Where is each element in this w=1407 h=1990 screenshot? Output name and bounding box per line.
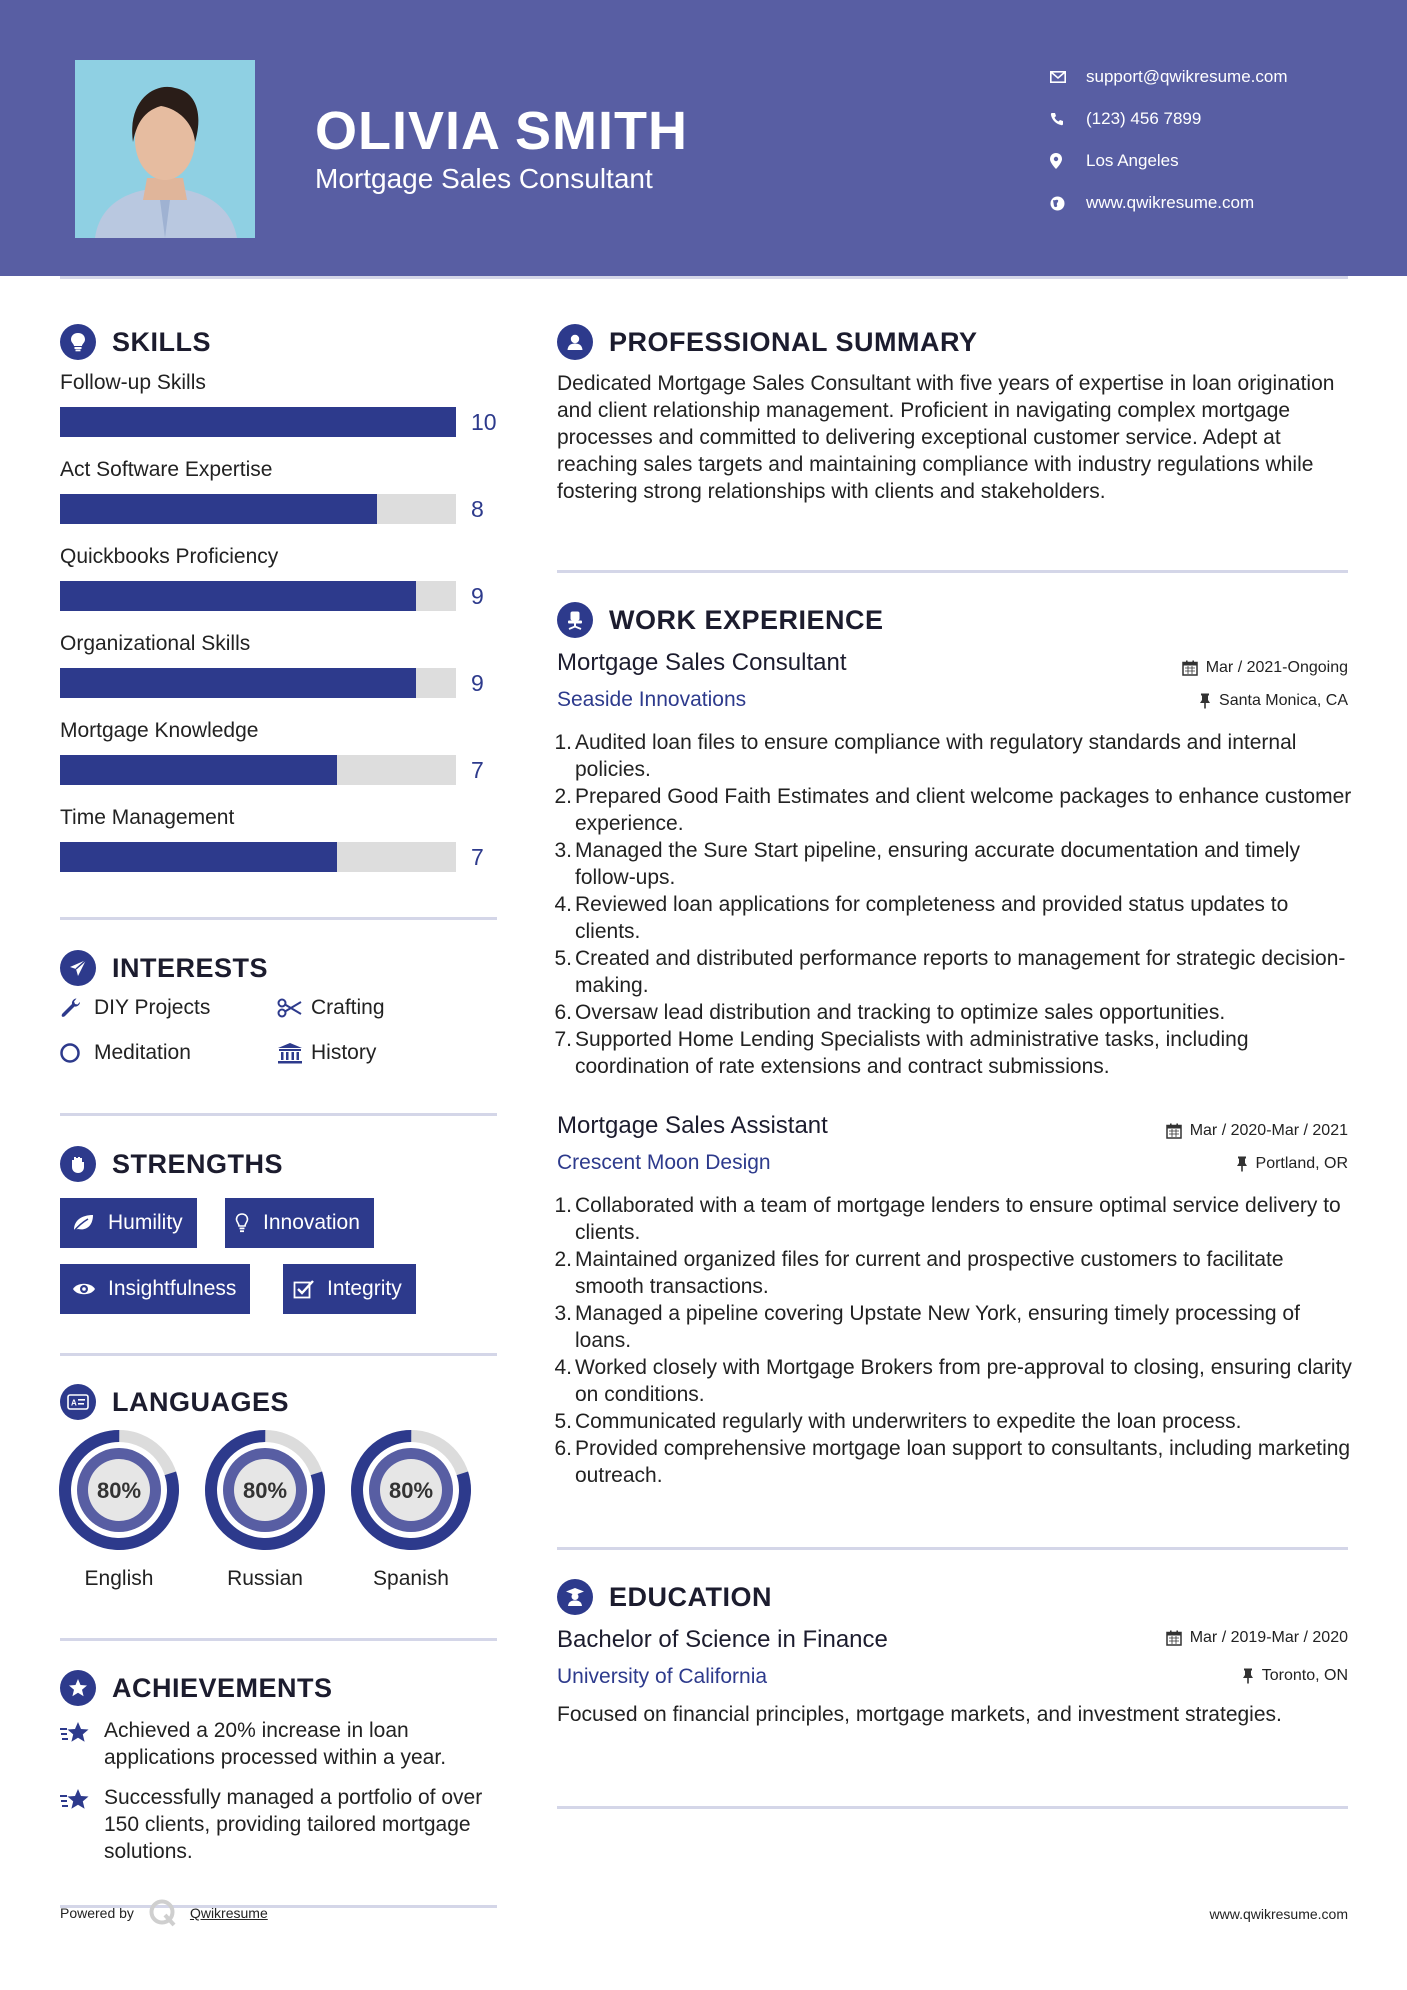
bullet-item: 4. Worked closely with Mortgage Brokers from pre-approval to closing, ensuring clarity on conditions. xyxy=(554,1356,1352,1406)
languages-title: LANGUAGES xyxy=(112,1386,290,1417)
bullet-text: Provided comprehensive mortgage loan support to consultants, including marketing outreach. xyxy=(575,1437,1351,1487)
skill-bar-fill xyxy=(60,581,416,611)
skill-bar-track xyxy=(60,407,456,437)
interests-title: INTERESTS xyxy=(112,952,269,983)
calendar-icon xyxy=(1166,1123,1182,1139)
achievement-item xyxy=(60,1784,500,1865)
strength-label: Insightfulness xyxy=(108,1277,237,1300)
achievements-title: ACHIEVEMENTS xyxy=(112,1672,333,1703)
skill-name: Time Management xyxy=(60,806,235,829)
education-title: EDUCATION xyxy=(609,1581,772,1612)
education-dates xyxy=(1166,1629,1348,1647)
bullet-text: Supported Home Lending Specialists with administrative tasks, including coordination of rate extensions and contract submissions. xyxy=(575,1028,1249,1078)
interest-item xyxy=(277,1041,376,1065)
qwikresume-link[interactable]: Qwikresume xyxy=(189,1905,268,1921)
section-divider xyxy=(60,1113,497,1116)
achievement-text: Achieved a 20% increase in loan applications processed within a year. xyxy=(104,1719,447,1769)
job-location xyxy=(1199,692,1348,710)
achievement-text: Successfully managed a portfolio of over 150 clients, providing tailored mortgage solutions. xyxy=(104,1786,483,1863)
achievements-heading xyxy=(60,1670,333,1706)
skills-title: SKILLS xyxy=(112,326,212,357)
summary-title: PROFESSIONAL SUMMARY xyxy=(609,326,978,357)
star-icon xyxy=(60,1784,104,1865)
skill-value: 9 xyxy=(471,670,484,696)
user-icon xyxy=(557,324,593,360)
language-name: Russian xyxy=(227,1567,303,1590)
skill-bar-track xyxy=(60,494,456,524)
bullet-text: Communicated regularly with underwriters to expedite the loan process. xyxy=(575,1410,1242,1433)
job-company: Seaside Innovations xyxy=(557,688,747,711)
header-banner xyxy=(0,0,1407,276)
bullet-text: Created and distributed performance reports to management for strategic decision-making. xyxy=(575,947,1346,997)
candidate-title: Mortgage Sales Consultant xyxy=(315,163,653,194)
bullet-item: 1. Audited loan files to ensure compliance with regulatory standards and internal policies. xyxy=(552,729,1352,783)
section-divider xyxy=(60,1638,497,1641)
skill-name: Mortgage Knowledge xyxy=(60,719,259,742)
skill-value: 7 xyxy=(471,757,484,783)
skill-name: Quickbooks Proficiency xyxy=(60,545,279,568)
language-item xyxy=(203,1428,327,1591)
skill-bar-track xyxy=(60,581,456,611)
bullet-text: Audited loan files to ensure compliance with regulatory standards and internal policies. xyxy=(575,731,1297,781)
header-divider xyxy=(60,276,1348,279)
language-name: Spanish xyxy=(373,1567,449,1590)
experience-title: WORK EXPERIENCE xyxy=(609,604,884,635)
job-location-text: Santa Monica, CA xyxy=(1219,692,1348,709)
section-divider xyxy=(60,1353,497,1356)
contact-location-text: Los Angeles xyxy=(1086,151,1179,170)
powered-by-text: Powered by xyxy=(60,1905,134,1921)
language-ring xyxy=(349,1428,473,1552)
bullet-item: 2. Prepared Good Faith Estimates and client welcome packages to enhance customer experience. xyxy=(554,785,1352,835)
bullet-item: 7. Supported Home Lending Specialists with administrative tasks, including coordination of rate extensions and contract submissions. xyxy=(552,1026,1352,1080)
strength-label: Integrity xyxy=(327,1277,402,1300)
skill-bar-fill xyxy=(60,407,456,437)
skill-name: Organizational Skills xyxy=(60,632,251,655)
education-location-text: Toronto, ON xyxy=(1261,1667,1348,1684)
bullet-item: 6. Provided comprehensive mortgage loan support to consultants, including marketing outreach. xyxy=(554,1437,1351,1487)
language-name: English xyxy=(84,1567,154,1590)
job-location-text: Portland, OR xyxy=(1255,1155,1348,1172)
skill-bar-fill xyxy=(60,494,377,524)
bullet-item: 1. Collaborated with a team of mortgage lenders to ensure optimal service delivery to clients. xyxy=(552,1192,1352,1246)
bullet-text: Worked closely with Mortgage Brokers from pre-approval to closing, ensuring clarity on conditions. xyxy=(575,1356,1352,1406)
interest-label: DIY Projects xyxy=(94,996,211,1019)
bullet-item: 5. Communicated regularly with underwriters to expedite the loan process. xyxy=(554,1410,1242,1433)
strength-label: Innovation xyxy=(263,1211,360,1234)
bullet-text: Collaborated with a team of mortgage lenders to ensure optimal service delivery to clients. xyxy=(575,1194,1341,1244)
lightbulb-icon xyxy=(60,324,96,360)
pushpin-icon xyxy=(1199,693,1211,709)
footer-powered-by xyxy=(60,1898,268,1928)
skill-bar-track xyxy=(60,668,456,698)
strength-badge xyxy=(283,1264,416,1314)
map-pin-icon xyxy=(1050,153,1086,169)
calendar-icon xyxy=(1182,660,1198,676)
eye-icon xyxy=(72,1281,108,1297)
bullet-text: Maintained organized files for current and prospective customers to facilitate smooth transactions. xyxy=(575,1248,1284,1298)
contact-email-text: support@qwikresume.com xyxy=(1086,67,1288,86)
skill-bar-fill xyxy=(60,842,337,872)
school-name: University of California xyxy=(557,1665,768,1688)
bullet-text: Reviewed loan applications for completeness and provided status updates to clients. xyxy=(575,893,1289,943)
skill-name: Act Software Expertise xyxy=(60,458,273,481)
job-bullets xyxy=(552,1192,1352,1489)
section-divider xyxy=(557,570,1348,573)
bullet-item: 3. Managed a pipeline covering Upstate New York, ensuring timely processing of loans. xyxy=(552,1300,1352,1354)
footer-website[interactable]: www.qwikresume.com xyxy=(1209,1906,1348,1922)
skill-value: 9 xyxy=(471,583,484,609)
bullet-text: Oversaw lead distribution and tracking to optimize sales opportunities. xyxy=(575,1001,1226,1024)
education-description: Focused on financial principles, mortgage markets, and investment strategies. xyxy=(557,1703,1282,1726)
job-dates-text: Mar / 2021-Ongoing xyxy=(1205,659,1348,676)
interest-label: Meditation xyxy=(94,1041,191,1064)
summary-text: Dedicated Mortgage Sales Consultant with five years of expertise in loan origination and client relationship management. Proficient in navigating complex mortgage processes and committed to delivering exceptional customer service. Adept at reaching sales targets and maintaining compliance with industry regulations while fostering strong relationships with clients and stakeholders. xyxy=(557,372,1335,503)
leaf-icon xyxy=(72,1214,108,1232)
strengths-heading xyxy=(60,1146,283,1182)
profile-photo xyxy=(75,60,255,238)
paper-plane-icon xyxy=(60,950,96,986)
section-divider xyxy=(557,1806,1348,1809)
strength-badge xyxy=(60,1198,197,1248)
experience-heading xyxy=(557,602,884,638)
contact-phone[interactable] xyxy=(1050,98,1288,140)
contact-website-text: www.qwikresume.com xyxy=(1086,193,1255,212)
contact-website[interactable] xyxy=(1050,182,1288,224)
education-location xyxy=(1242,1667,1348,1685)
phone-icon xyxy=(1050,112,1086,126)
contact-phone-text: (123) 456 7899 xyxy=(1086,109,1202,128)
job-dates xyxy=(1182,659,1348,677)
language-percent: 80% xyxy=(388,1478,434,1503)
check-square-icon xyxy=(293,1279,327,1299)
degree-title: Bachelor of Science in Finance xyxy=(557,1626,888,1653)
contact-email[interactable] xyxy=(1050,56,1288,98)
bullet-item: 6. Oversaw lead distribution and tracking to optimize sales opportunities. xyxy=(554,1001,1226,1024)
bullet-text: Prepared Good Faith Estimates and client welcome packages to enhance customer experience. xyxy=(575,785,1352,835)
graduate-icon xyxy=(557,1579,593,1615)
interest-item xyxy=(277,996,385,1020)
strength-label: Humility xyxy=(108,1211,183,1234)
bullet-item: 3. Managed the Sure Start pipeline, ensuring accurate documentation and timely follow-ups. xyxy=(552,837,1352,891)
strengths-title: STRENGTHS xyxy=(112,1148,284,1179)
contact-location xyxy=(1050,140,1288,182)
pushpin-icon xyxy=(1242,1668,1254,1684)
section-divider xyxy=(557,1547,1348,1550)
skill-bar-fill xyxy=(60,755,337,785)
fist-icon xyxy=(60,1146,96,1182)
skill-value: 10 xyxy=(471,409,497,435)
qwikresume-logo-icon xyxy=(148,1898,178,1928)
pushpin-icon xyxy=(1236,1156,1248,1172)
strength-badge xyxy=(225,1198,374,1248)
education-dates-text: Mar / 2019-Mar / 2020 xyxy=(1189,1629,1348,1646)
bullet-text: Managed a pipeline covering Upstate New York, ensuring timely processing of loans. xyxy=(575,1302,1300,1352)
interest-item xyxy=(60,996,210,1020)
bullet-item: 5. Created and distributed performance reports to management for strategic decision-making. xyxy=(552,945,1352,999)
contact-list xyxy=(1050,56,1288,224)
bullet-item: 2. Maintained organized files for current and prospective customers to facilitate smooth transactions. xyxy=(552,1246,1352,1300)
job-location xyxy=(1236,1155,1348,1173)
envelope-icon xyxy=(1050,71,1086,83)
wrench-icon xyxy=(60,997,94,1019)
job-title: Mortgage Sales Consultant xyxy=(557,649,847,676)
bullet-item: 4. Reviewed loan applications for completeness and provided status updates to clients. xyxy=(552,891,1352,945)
language-ring xyxy=(57,1428,181,1552)
language-percent: 80% xyxy=(96,1478,142,1503)
skill-value: 8 xyxy=(471,496,484,522)
globe-icon xyxy=(1050,196,1086,211)
interests-heading xyxy=(60,950,268,986)
job-dates-text: Mar / 2020-Mar / 2021 xyxy=(1189,1122,1348,1139)
job-bullets xyxy=(552,729,1352,1080)
circle-icon xyxy=(60,1042,94,1064)
languages-heading xyxy=(60,1384,289,1420)
skill-name: Follow-up Skills xyxy=(60,371,206,394)
section-divider xyxy=(60,917,497,920)
skill-bar-track xyxy=(60,842,456,872)
language-item xyxy=(349,1428,473,1591)
star-icon xyxy=(60,1717,104,1771)
interest-item xyxy=(60,1041,191,1065)
summary-heading xyxy=(557,324,978,360)
star-badge-icon xyxy=(60,1670,96,1706)
skill-bar-track xyxy=(60,755,456,785)
strength-badge xyxy=(60,1264,250,1314)
interest-label: Crafting xyxy=(311,996,385,1019)
svg-text:A: A xyxy=(71,1398,78,1408)
achievement-item xyxy=(60,1717,500,1771)
interest-label: History xyxy=(311,1041,377,1064)
office-chair-icon xyxy=(557,602,593,638)
education-heading xyxy=(557,1579,772,1615)
job-title: Mortgage Sales Assistant xyxy=(557,1112,828,1139)
lightbulb-icon xyxy=(235,1213,263,1233)
job-company: Crescent Moon Design xyxy=(557,1151,771,1174)
language-ring xyxy=(203,1428,327,1552)
language-item xyxy=(57,1428,181,1591)
calendar-icon xyxy=(1166,1630,1182,1646)
skill-bar-fill xyxy=(60,668,416,698)
skill-value: 7 xyxy=(471,844,484,870)
candidate-name: OLIVIA SMITH xyxy=(315,101,688,161)
skills-heading xyxy=(60,324,211,360)
job-dates xyxy=(1166,1122,1348,1140)
bank-icon xyxy=(277,1042,311,1064)
language-percent: 80% xyxy=(242,1478,288,1503)
language-card-icon xyxy=(60,1384,96,1420)
scissors-icon xyxy=(277,998,311,1018)
bullet-text: Managed the Sure Start pipeline, ensuring accurate documentation and timely follow-ups. xyxy=(575,839,1300,889)
